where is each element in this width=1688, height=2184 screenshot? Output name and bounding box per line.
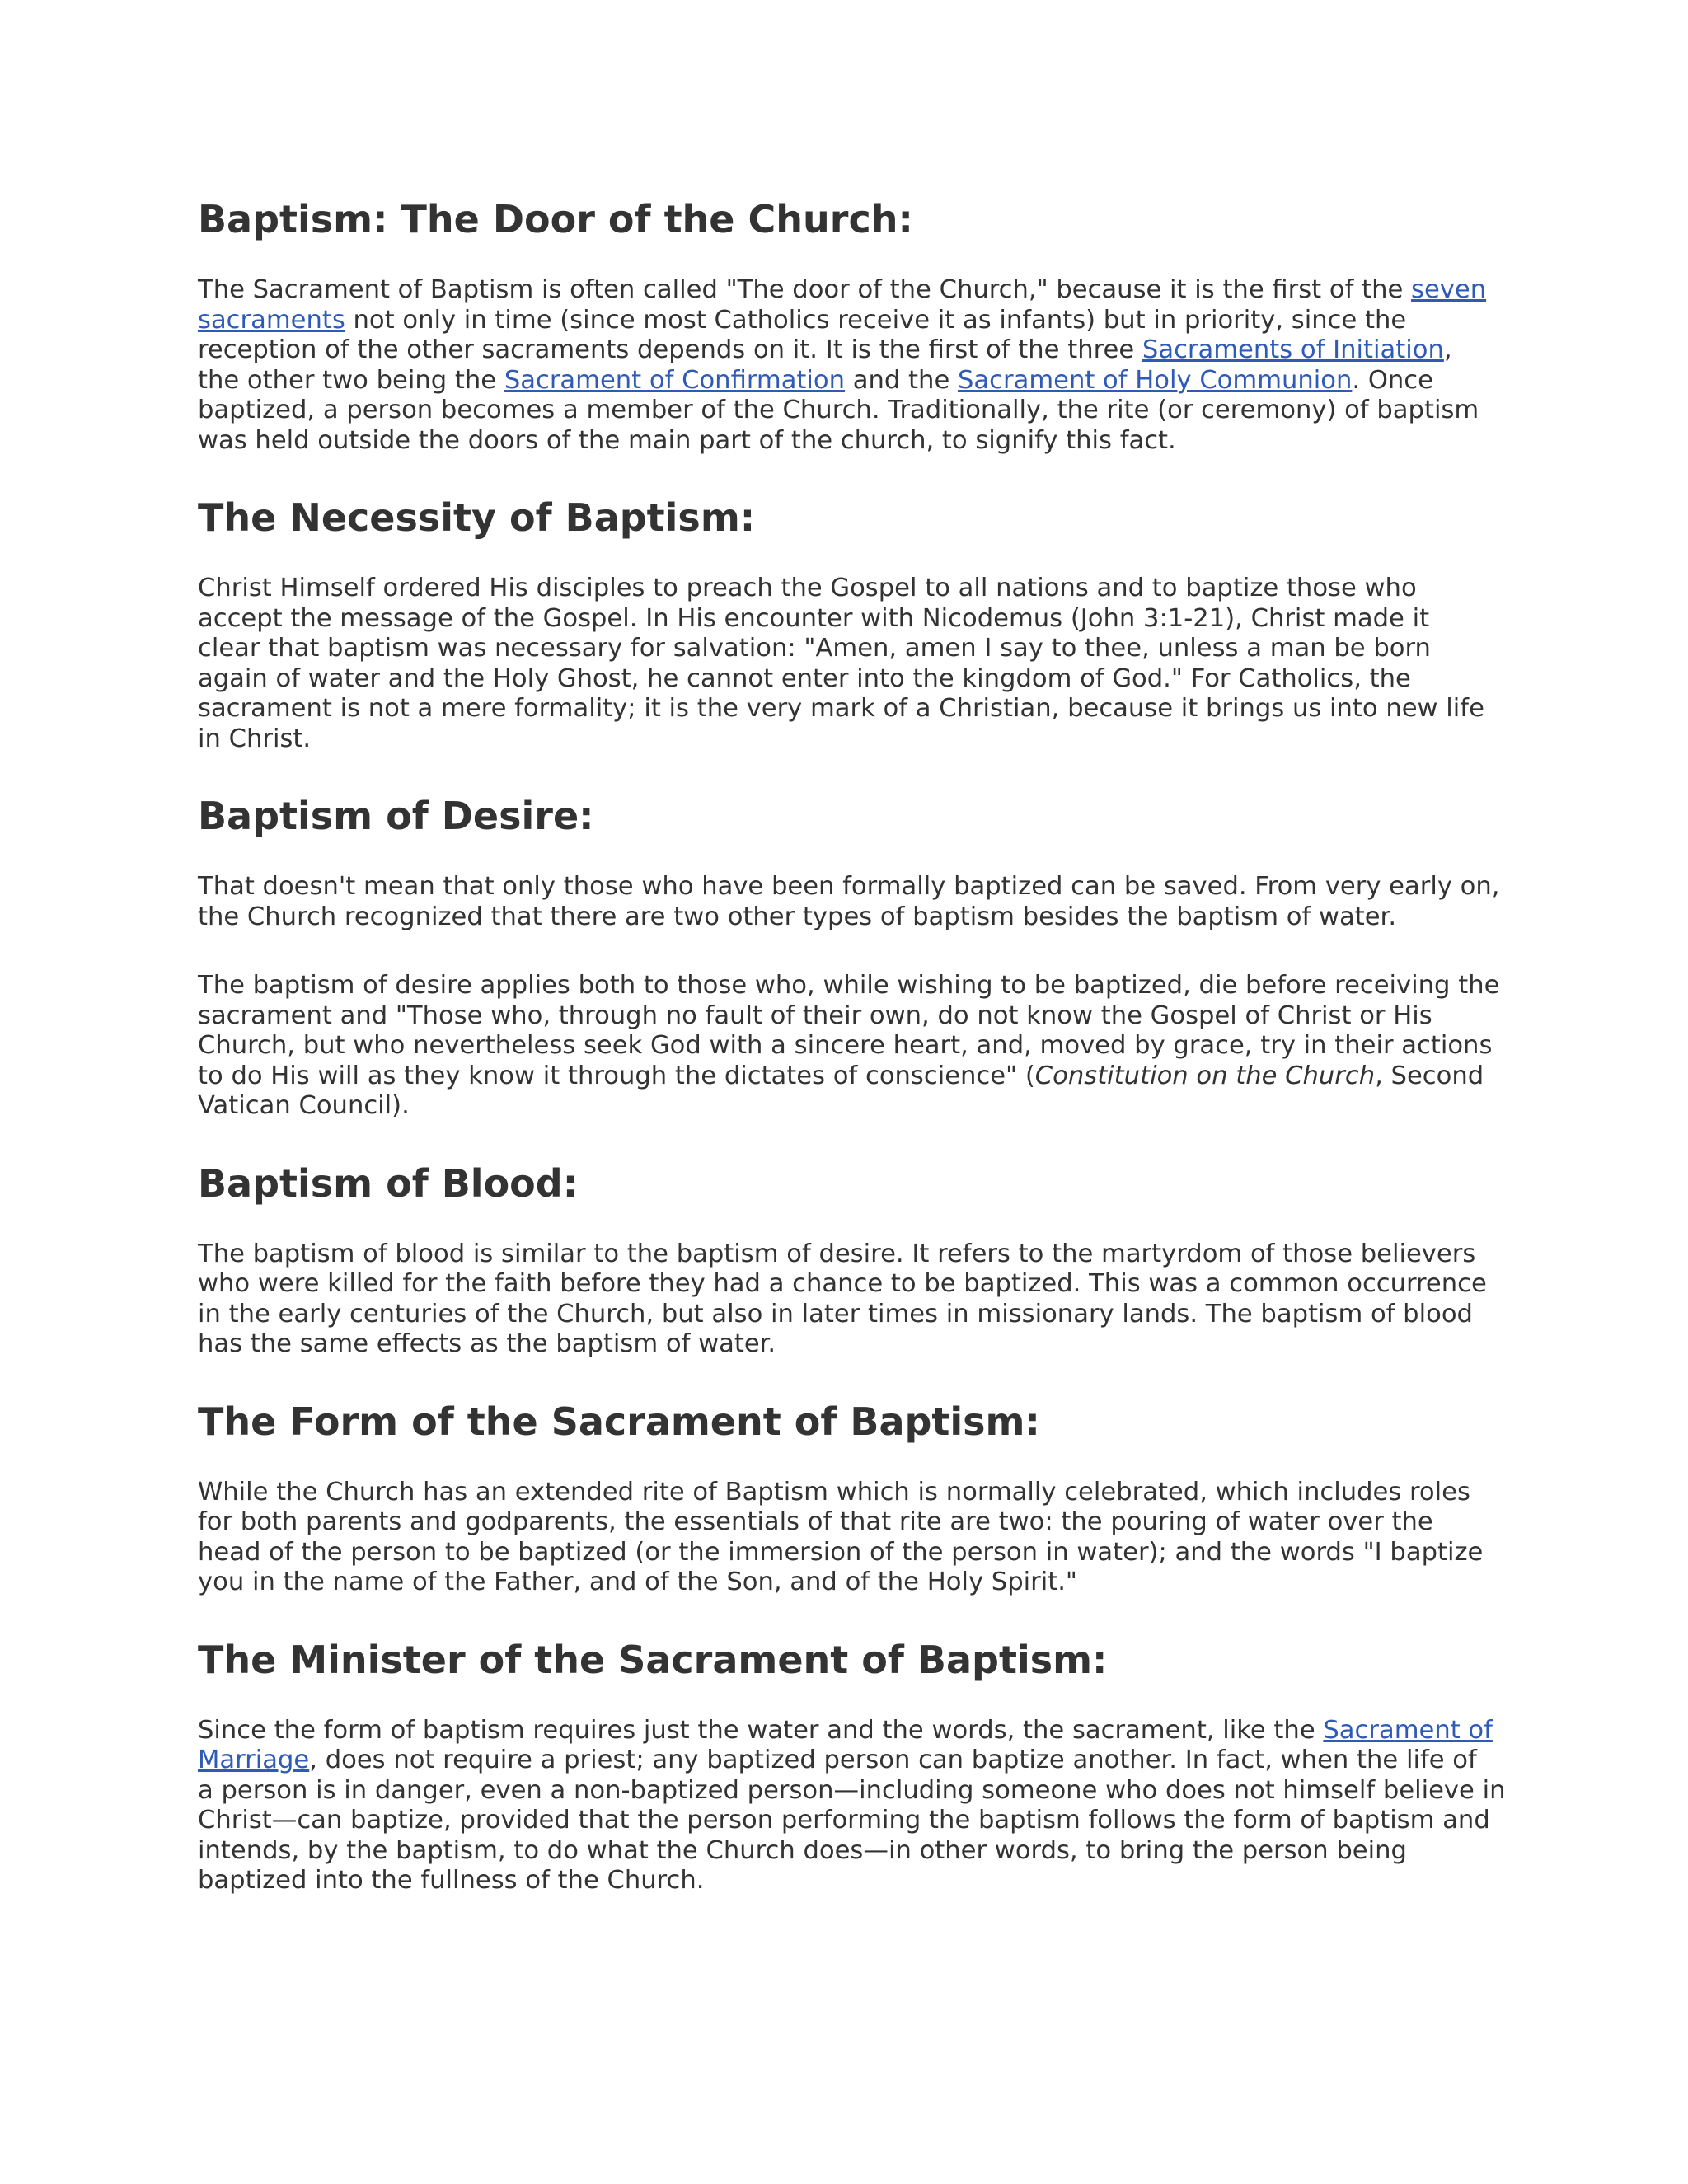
paragraph (198, 971, 1500, 1122)
text-line (198, 1775, 1506, 1807)
text-run: was held outside the doors of the main part of the church, to signify this fact. (198, 425, 1176, 455)
section-heading: The Necessity of Baptism: (198, 495, 756, 540)
inline-link[interactable]: Sacrament of (1323, 1715, 1493, 1745)
text-run: Christ—can baptize, provided that the person performing the baptism follows the form of baptism and (198, 1806, 1490, 1835)
text-line (198, 971, 1500, 1001)
text-line (198, 306, 1496, 336)
text-run: in Christ. (198, 724, 312, 753)
inline-link[interactable]: seven (1411, 275, 1487, 304)
text-run: . Once (1352, 365, 1433, 395)
paragraph (198, 872, 1500, 932)
section (198, 1399, 1496, 1598)
text-run: for both parents and godparents, the essentials of that rite are two: the pouring of water over the (198, 1507, 1433, 1536)
text-line (198, 902, 1496, 933)
text-line (198, 1001, 1496, 1032)
text-line (198, 1031, 1496, 1062)
text-line (198, 1568, 1496, 1598)
text-run: you in the name of the Father, and of the Son, and of the Holy Spirit." (198, 1568, 1077, 1596)
text-line (198, 366, 1496, 396)
text-run: baptized, a person becomes a member of the Church. Traditionally, the rite (or ceremony) of baptism (198, 396, 1479, 424)
text-line (198, 634, 1496, 664)
text-run: The baptism of desire applies both to those who, while wishing to be baptized, die before receiving the (198, 971, 1500, 1000)
text-line (198, 1538, 1496, 1568)
text-run: , (1443, 335, 1452, 364)
text-line (198, 1091, 1496, 1122)
text-run: in the early centuries of the Church, but also in later times in missionary lands. The baptism of blood (198, 1299, 1473, 1329)
text-run: who were killed for the faith before they had a chance to be baptized. This was a common occurrence (198, 1269, 1487, 1298)
italic-title: Constitution on the Church (1034, 1061, 1376, 1090)
text-run: the other two being the (198, 365, 504, 395)
text-run: baptized into the fullness of the Church. (198, 1866, 705, 1895)
inline-link[interactable]: Sacrament of Confirmation (504, 365, 846, 395)
text-line (198, 1806, 1496, 1836)
text-run: intends, by the baptism, to do what the Church does—in other words, to bring the person being (198, 1835, 1407, 1865)
paragraph (198, 275, 1496, 456)
text-line (198, 1746, 1496, 1776)
text-line (198, 574, 1496, 604)
text-line (198, 275, 1496, 306)
text-line (198, 1329, 1496, 1360)
text-line (198, 335, 1496, 366)
text-run: , does not require a priest; any baptized person can baptize another. In fact, when the life of (309, 1746, 1477, 1774)
text-line (198, 724, 1496, 755)
text-run: Christ Himself ordered His disciples to preach the Gospel to all nations and to baptize those who (198, 574, 1417, 602)
article (198, 196, 1506, 1935)
section (198, 196, 1496, 456)
text-run: Since the form of baptism requires just the water and the words, the sacrament, like the (198, 1715, 1324, 1745)
text-run: reception of the other sacraments depends on it. It is the first of the three (198, 335, 1142, 364)
inline-link[interactable]: Marriage (198, 1746, 310, 1774)
paragraph (198, 1715, 1506, 1896)
text-line (198, 1062, 1496, 1092)
text-line (198, 664, 1496, 695)
text-line (198, 1716, 1496, 1746)
text-run: The Sacrament of Baptism is often called "The door of the Church," because it is the first of the (198, 275, 1412, 304)
inline-link[interactable]: sacraments (198, 305, 345, 335)
text-line (198, 1240, 1496, 1270)
section (198, 1637, 1506, 1896)
text-line (198, 1269, 1496, 1300)
text-line (198, 1866, 1496, 1896)
text-run: While the Church has an extended rite of Baptism which is normally celebrated, which includes roles (198, 1477, 1470, 1507)
section (198, 793, 1500, 1122)
text-run: and the (845, 365, 958, 395)
text-run: The baptism of blood is similar to the baptism of desire. It refers to the martyrdom of those believers (198, 1239, 1476, 1268)
text-run: Church, but who nevertheless seek God with a sincere heart, and, moved by grace, try in their actions (198, 1031, 1493, 1060)
text-line (198, 426, 1496, 457)
text-line (198, 694, 1496, 724)
text-line (198, 1836, 1496, 1867)
section-heading: The Minister of the Sacrament of Baptism: (198, 1637, 1108, 1682)
text-run: has the same effects as the baptism of water. (198, 1329, 776, 1358)
text-run: accept the message of the Gospel. In His encounter with Nicodemus (John 3:1-21), Christ made it (198, 603, 1430, 633)
section (198, 1160, 1496, 1360)
inline-link[interactable]: Sacrament of Holy Communion (958, 365, 1353, 395)
text-run: not only in time (since most Catholics receive it as infants) but in priority, since the (345, 305, 1407, 335)
section-heading: Baptism of Desire: (198, 794, 594, 838)
text-run: head of the person to be baptized (or the immersion of the person in water); and the words "I baptize (198, 1537, 1484, 1567)
text-run: a person is in danger, even a non-baptized person—including someone who does not himself believe in (198, 1775, 1506, 1805)
text-line (198, 396, 1496, 426)
paragraph (198, 574, 1496, 754)
inline-link[interactable]: Sacraments of Initiation (1142, 335, 1444, 364)
section-heading: The Form of the Sacrament of Baptism: (198, 1399, 1040, 1444)
text-line (198, 1478, 1496, 1508)
text-line (198, 872, 1500, 902)
paragraph (198, 1240, 1496, 1360)
text-run: to do His will as they know it through the dictates of conscience" ( (198, 1061, 1035, 1090)
text-run: the Church recognized that there are two other types of baptism besides the baptism of water. (198, 902, 1397, 931)
text-line (198, 1507, 1496, 1538)
section (198, 494, 1496, 754)
paragraph (198, 1478, 1496, 1598)
text-run: Vatican Council). (198, 1091, 410, 1120)
text-run: sacrament is not a mere formality; it is the very mark of a Christian, because it brings us into new life (198, 694, 1484, 723)
text-line (198, 1300, 1496, 1330)
section-heading: Baptism of Blood: (198, 1160, 579, 1206)
text-line (198, 604, 1496, 635)
section-heading: Baptism: The Door of the Church: (198, 197, 913, 241)
text-run: again of water and the Holy Ghost, he cannot enter into the kingdom of God." For Catholics, the (198, 663, 1411, 693)
text-run: That doesn't mean that only those who have been formally baptized can be saved. From very early on, (198, 872, 1500, 901)
text-run: sacrament and "Those who, through no fault of their own, do not know the Gospel of Christ or His (198, 1001, 1432, 1030)
text-run: , Second (1375, 1061, 1484, 1090)
text-run: clear that baptism was necessary for salvation: "Amen, amen I say to thee, unless a man be born (198, 634, 1431, 663)
